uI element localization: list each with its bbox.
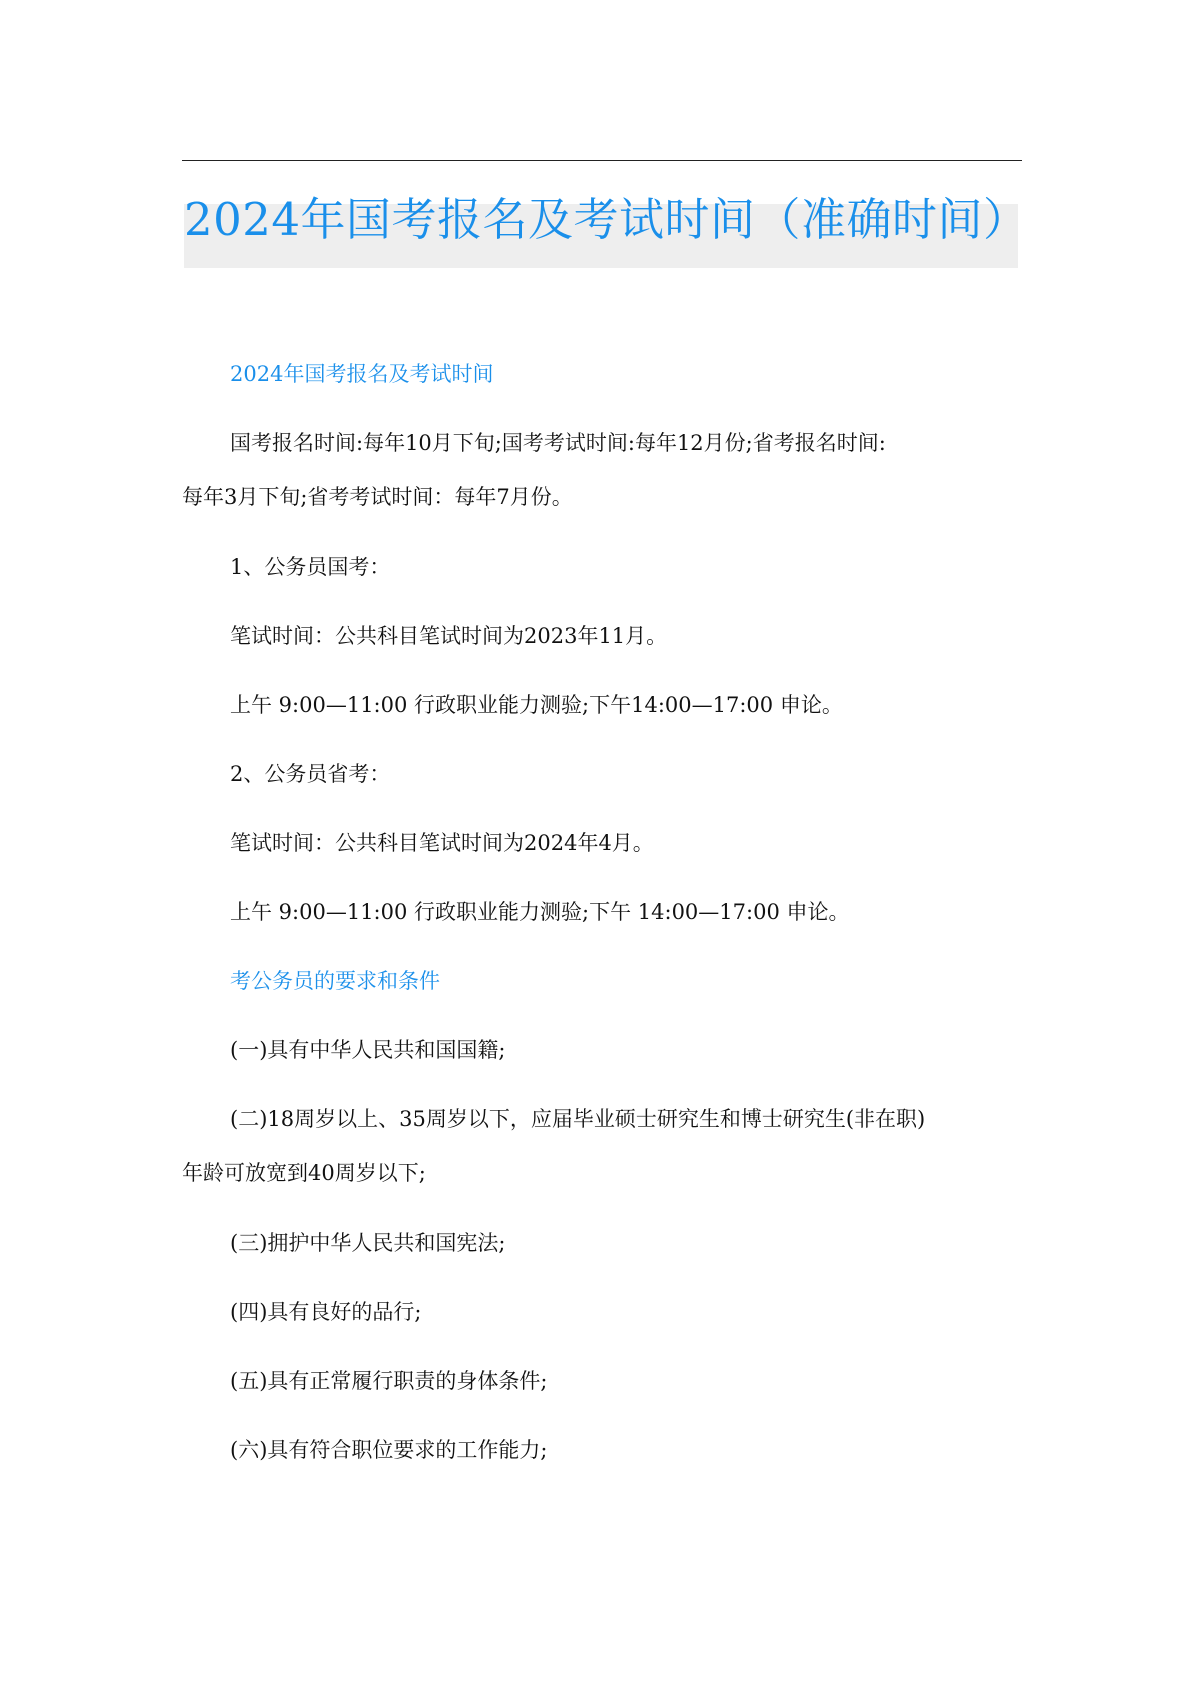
item-provincial-exam-written-time: 笔试时间：公共科目笔试时间为2024年4月。 [230, 831, 654, 855]
section-heading-exam-time: 2024年国考报名及考试时间 [230, 362, 494, 386]
requirement-ability: (六)具有符合职位要求的工作能力; [230, 1438, 548, 1462]
requirement-conduct: (四)具有良好的品行; [230, 1300, 422, 1324]
item-national-exam-label: 1、公务员国考： [230, 555, 391, 579]
section-heading-requirements: 考公务员的要求和条件 [230, 969, 440, 993]
intro-paragraph-line-1: 国考报名时间:每年10月下旬;国考考试时间:每年12月份;省考报名时间: [230, 431, 886, 455]
intro-paragraph-line-2: 每年3月下旬;省考考试时间：每年7月份。 [182, 485, 573, 509]
requirement-health: (五)具有正常履行职责的身体条件; [230, 1369, 548, 1393]
header-rule [182, 160, 1022, 161]
item-national-exam-schedule: 上午 9:00—11:00 行政职业能力测验;下午14:00—17:00 申论。 [230, 693, 843, 717]
requirement-age-line-1: (二)18周岁以上、35周岁以下，应届毕业硕士研究生和博士研究生(非在职) [230, 1107, 926, 1131]
requirement-age-line-2: 年龄可放宽到40周岁以下; [182, 1161, 426, 1185]
requirement-nationality: (一)具有中华人民共和国国籍; [230, 1038, 506, 1062]
requirement-constitution: (三)拥护中华人民共和国宪法; [230, 1231, 506, 1255]
document-title: 2024年国考报名及考试时间（准确时间） [184, 193, 1029, 246]
item-national-exam-written-time: 笔试时间：公共科目笔试时间为2023年11月。 [230, 624, 668, 648]
item-provincial-exam-label: 2、公务员省考： [230, 762, 391, 786]
item-provincial-exam-schedule: 上午 9:00—11:00 行政职业能力测验;下午 14:00—17:00 申论。 [230, 900, 850, 924]
